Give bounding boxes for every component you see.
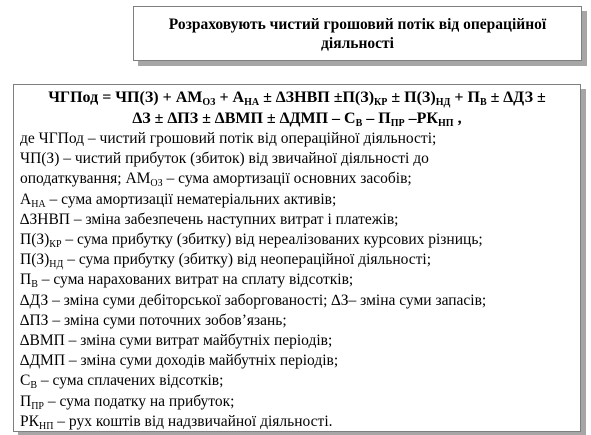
definition-line: ∆ПЗ – зміна суми поточних зобов’язань; bbox=[20, 311, 287, 329]
formula bbox=[20, 88, 574, 129]
definition-line: ∆ЗНВП – зміна забезпечень наступних витрат і платежів; bbox=[20, 210, 399, 228]
definition-line: $А_{НА}$ – сума амортизації нематеріальних активів; bbox=[20, 190, 337, 210]
definition-line: $РК_{НП}$ – рух коштів від надзвичайної діяльності. bbox=[20, 412, 333, 432]
definition-line: ∆ДМП – зміна суми доходів майбутніх періодів; bbox=[20, 352, 339, 370]
definition-line: де ЧГПод – чистий грошовий потік від операційної діяльності; bbox=[20, 130, 437, 147]
formula-line-1: ЧГПод = $ЧП(З) + АМ_{ОЗ} + А_{НА}$ ± ∆ЗНВП $\pm П(З)_{КР} \pm П(З)_{НД} + П_В \pm \Delta ДЗ$ ± bbox=[48, 89, 546, 108]
formula-line-2: $\Delta З \pm \Delta ПЗ \pm \Delta ВМП \pm \Delta ДМП - С_В - П_{ПР}$ $-РК_{НП}$ , bbox=[132, 109, 462, 129]
definitions-list bbox=[20, 129, 574, 432]
definition-line: ∆ДЗ – зміна суми дебіторської заборгованості; ∆З– зміна суми запасів; bbox=[20, 291, 487, 309]
definition-line: оподаткування; $АМ_{ОЗ}$ – сума амортизації основних засобів; bbox=[20, 170, 412, 190]
page-title: Розраховують чистий грошовий потік від операційної діяльності bbox=[168, 15, 547, 52]
definition-line: ЧП(З) – чистий прибуток (збиток) від звичайної діяльності до bbox=[20, 150, 429, 168]
definition-line: $П_{ПР}$ – сума податку на прибуток; bbox=[20, 392, 235, 412]
definition-line: $П(З)_{КР}$ – сума прибутку (збитку) від нереалізованих курсових різниць; bbox=[20, 231, 483, 251]
definition-line: $П_В$ – сума нарахованих витрат на сплату відсотків; bbox=[20, 271, 354, 291]
definition-line: $П(З)_{НД}$ – сума прибутку (збитку) від неопераційної діяльності; bbox=[20, 251, 432, 271]
title-box bbox=[133, 6, 582, 61]
formula-box bbox=[13, 84, 581, 432]
definition-line: $С_В$ – сума сплачених відсотків; bbox=[20, 372, 224, 392]
definition-line: ∆ВМП – зміна суми витрат майбутніх періодів; bbox=[20, 332, 333, 350]
